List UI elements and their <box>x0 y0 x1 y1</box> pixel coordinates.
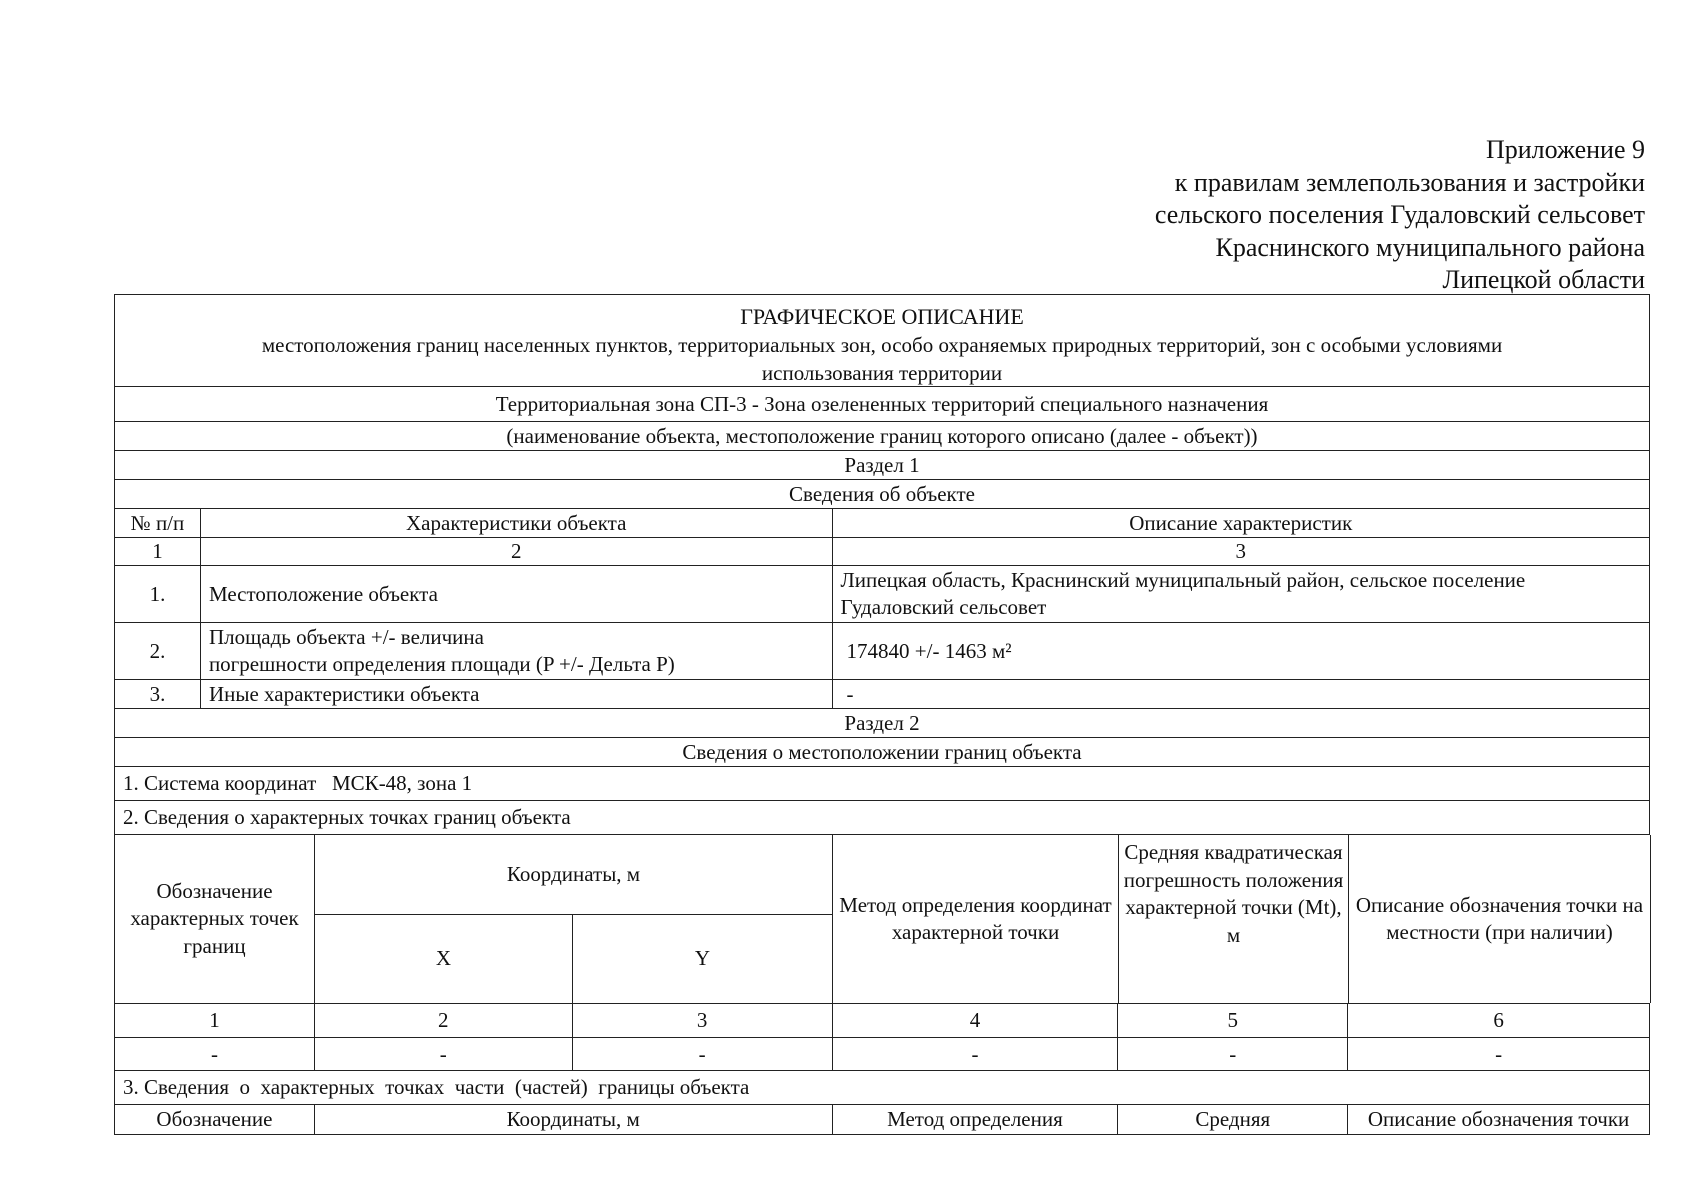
section2-subtitle: Сведения о местоположении границ объекта <box>115 738 1650 766</box>
appendix-line: Липецкой области <box>1442 265 1645 295</box>
table-cell: - <box>1348 1038 1650 1070</box>
object-name-caption: (наименование объекта, местоположение границ которого описано (далее - объект)) <box>115 422 1650 450</box>
section1-subtitle-row <box>115 480 1650 509</box>
column-number: 1 <box>115 1004 315 1037</box>
column-number: 5 <box>1118 1004 1348 1037</box>
section2-title: Раздел 2 <box>115 709 1650 737</box>
header-x: X <box>315 915 573 1003</box>
table-cell: - <box>1118 1038 1348 1070</box>
header-mean-error: Средняя квадратическая погрешность положения характерной точки (Mt), м <box>1119 835 1349 1003</box>
object-caption-row <box>115 422 1650 451</box>
characteristic-label: Местоположение объекта <box>201 566 833 622</box>
document-subtitle: использования территории <box>761 360 1003 385</box>
document-title: ГРАФИЧЕСКОЕ ОПИСАНИЕ <box>740 303 1024 329</box>
document-header-row <box>115 295 1650 387</box>
section1-title: Раздел 1 <box>115 451 1650 479</box>
section1-title-row <box>115 451 1650 480</box>
points-column-numbers-row <box>115 1004 1650 1038</box>
appendix-block <box>1155 134 1645 297</box>
column-number: 6 <box>1348 1004 1650 1037</box>
parts-table-header <box>115 1105 1650 1135</box>
graphic-description-table <box>114 294 1650 1135</box>
section1-header-row <box>115 509 1650 538</box>
table-cell: - <box>115 1038 315 1070</box>
table-row <box>115 1038 1650 1071</box>
column-number: 2 <box>315 1004 573 1037</box>
characteristic-value <box>833 566 1650 622</box>
document-header <box>115 295 1650 386</box>
location-line: Липецкая область, Краснинский муниципальный район, сельское поселение <box>840 568 1526 592</box>
table-row <box>115 680 1650 709</box>
table-cell: - <box>315 1038 573 1070</box>
points-title: 2. Сведения о характерных точках границ объекта <box>115 801 1650 834</box>
section2-title-row <box>115 709 1650 738</box>
coordinate-system: 1. Система координат МСК-48, зона 1 <box>115 767 1650 800</box>
appendix-line: Приложение 9 <box>1485 135 1645 164</box>
location-line: Гудаловский сельсовет <box>840 595 1047 619</box>
header-point-description: Описание обозначения точки на местности (при наличии) <box>1349 835 1651 1003</box>
column-number: 1 <box>115 538 201 565</box>
object-name: Территориальная зона СП-3 - Зона озелененных территорий специального назначения <box>115 387 1650 421</box>
characteristic-label <box>201 623 833 679</box>
section2-subtitle-row <box>115 738 1650 767</box>
characteristic-value: - <box>833 680 1650 708</box>
points-title-row <box>115 801 1650 835</box>
header-point-description: Описание обозначения точки <box>1348 1105 1650 1134</box>
row-number: 1. <box>115 566 201 622</box>
header-designation: Обозначение характерных точек границ <box>115 835 315 1003</box>
column-header-description: Описание характеристик <box>833 509 1650 537</box>
table-row <box>115 623 1650 680</box>
header-coordinates: Координаты, м <box>315 1105 833 1134</box>
points-table-header <box>115 835 1650 1004</box>
parts-title: 3. Сведения о характерных точках части (частей) границы объекта <box>115 1071 1650 1104</box>
area-label-line: погрешности определения площади (P +/- Дельта P) <box>208 652 675 676</box>
coord-system-row <box>115 767 1650 801</box>
area-label-line: Площадь объекта +/- величина <box>208 625 484 649</box>
table-row <box>115 566 1650 623</box>
document-subtitle: местоположения границ населенных пунктов, территориальных зон, особо охраняемых природных территорий, зон с особыми условиями <box>261 332 1503 357</box>
column-header-characteristics: Характеристики объекта <box>201 509 833 537</box>
row-number: 3. <box>115 680 201 708</box>
row-number: 2. <box>115 623 201 679</box>
header-y: Y <box>573 915 833 1003</box>
header-method: Метод определения <box>833 1105 1119 1134</box>
header-method: Метод определения координат характерной точки <box>833 835 1119 1003</box>
table-cell: - <box>833 1038 1119 1070</box>
column-header-num: № п/п <box>115 509 201 537</box>
characteristic-label: Иные характеристики объекта <box>201 680 833 708</box>
parts-title-row <box>115 1071 1650 1105</box>
table-cell: - <box>573 1038 833 1070</box>
header-mean-error: Средняя <box>1118 1105 1348 1134</box>
area-value: 174840 +/- 1463 м² <box>833 623 1650 679</box>
section1-subtitle: Сведения об объекте <box>115 480 1650 508</box>
column-number: 4 <box>833 1004 1119 1037</box>
object-name-row <box>115 387 1650 422</box>
column-number: 3 <box>833 538 1650 565</box>
column-number: 2 <box>201 538 833 565</box>
appendix-line: сельского поселения Гудаловский сельсовет <box>1154 200 1645 230</box>
header-designation: Обозначение <box>115 1105 315 1134</box>
header-coordinates: Координаты, м <box>315 835 833 915</box>
appendix-line: Краснинского муниципального района <box>1215 232 1645 262</box>
appendix-line: к правилам землепользования и застройки <box>1174 167 1645 197</box>
section1-column-numbers-row <box>115 538 1650 566</box>
column-number: 3 <box>573 1004 833 1037</box>
